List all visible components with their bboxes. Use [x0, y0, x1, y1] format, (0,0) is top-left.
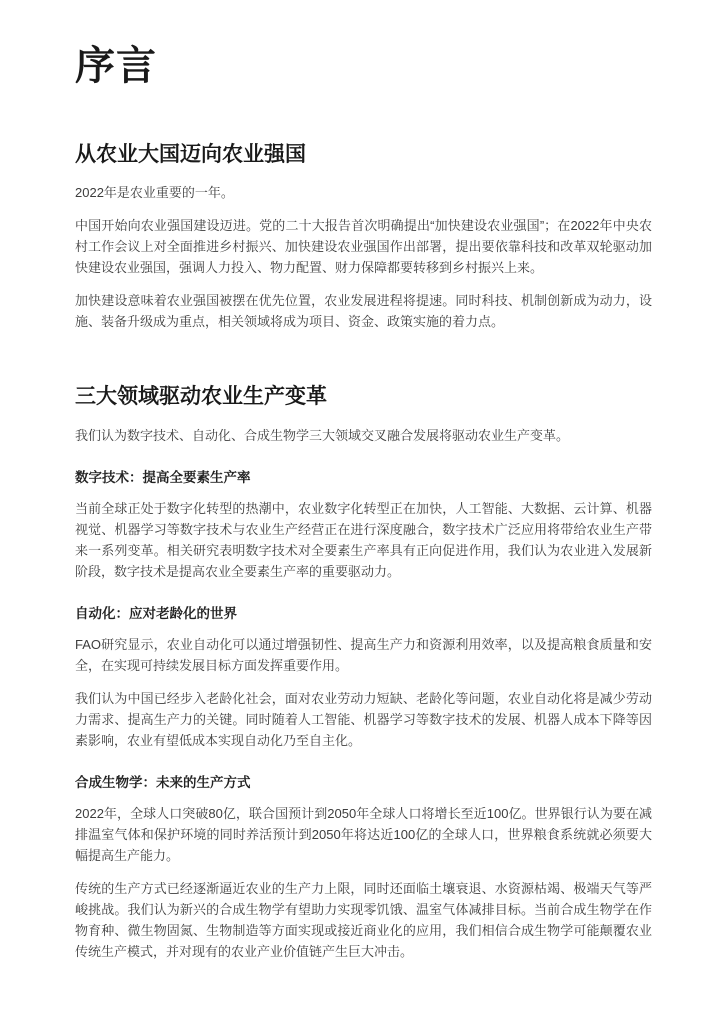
paragraph: 2022年，全球人口突破80亿，联合国预计到2050年全球人口将增长至近100亿。世界银行认为要在减排温室气体和保护环境的同时养活预计到2050年将达近100亿的全球人口，世界粮食系统就必须要大幅提高生产能力。 [75, 805, 652, 863]
paragraph: 中国开始向农业强国建设迈进。党的二十大报告首次明确提出“加快建设农业强国”；在2022年中央农村工作会议上对全面推进乡村振兴、加快建设农业强国作出部署，提出要依靠科技和改革双轮驱动加快建设农业强国，强调人力投入、物力配置、财力保障都要转移到乡村振兴上来。 [75, 218, 652, 276]
paragraph: 我们认为数字技术、自动化、合成生物学三大领域交叉融合发展将驱动农业生产变革。 [75, 427, 570, 443]
section-agricultural-power [75, 142, 652, 332]
subsection-heading-digital-technology: 数字技术：提高全要素生产率 [75, 469, 251, 485]
section-heading-three-domains: 三大领域驱动农业生产变革 [75, 385, 327, 409]
paragraph: FAO研究显示，农业自动化可以通过增强韧性、提高生产力和资源利用效率，以及提高粮食质量和安全，在实现可持续发展目标方面发挥重要作用。 [75, 636, 652, 673]
subsection-synthetic-biology [75, 773, 652, 962]
section-heading-agricultural-power: 从农业大国迈向农业强国 [75, 143, 306, 166]
page-title: 序言 [75, 44, 157, 88]
paragraph: 加快建设意味着农业强国被摆在优先位置，农业发展进程将提速。同时科技、机制创新成为动力，设施、装备升级成为重点，相关领域将成为项目、资金、政策实施的着力点。 [75, 293, 652, 330]
subsection-automation [75, 604, 652, 751]
subsection-digital-technology [75, 468, 652, 582]
paragraph: 2022年是农业重要的一年。 [75, 185, 234, 201]
paragraph: 当前全球正处于数字化转型的热潮中，农业数字化转型正在加快，人工智能、大数据、云计算、机器视觉、机器学习等数字技术与农业生产经营正在进行深度融合，数字技术广泛应用将带给农业生产带来一系列变革。相关研究表明数字技术对全要素生产率具有正向促进作用，我们认为农业进入发展新阶段，数字技术是提高农业全要素生产率的重要驱动力。 [75, 500, 652, 579]
paragraph: 传统的生产方式已经逐渐逼近农业的生产力上限，同时还面临土壤衰退、水资源枯竭、极端天气等严峻挑战。我们认为新兴的合成生物学有望助力实现零饥饿、温室气体减排目标。当前合成生物学在作物育种、微生物固氮、生物制造等方面实现或接近商业化的应用，我们相信合成生物学可能颠覆农业传统生产模式，并对现有的农业产业价值链产生巨大冲击。 [75, 880, 652, 959]
subsection-heading-synthetic-biology: 合成生物学：未来的生产方式 [75, 774, 251, 790]
subsection-heading-automation: 自动化：应对老龄化的世界 [75, 605, 237, 621]
paragraph: 我们认为中国已经步入老龄化社会，面对农业劳动力短缺、老龄化等问题，农业自动化将是减少劳动力需求、提高生产力的关键。同时随着人工智能、机器学习等数字技术的发展、机器人成本下降等因素影响，农业有望低成本实现自动化乃至自主化。 [75, 690, 652, 748]
section-three-domains [75, 384, 652, 961]
